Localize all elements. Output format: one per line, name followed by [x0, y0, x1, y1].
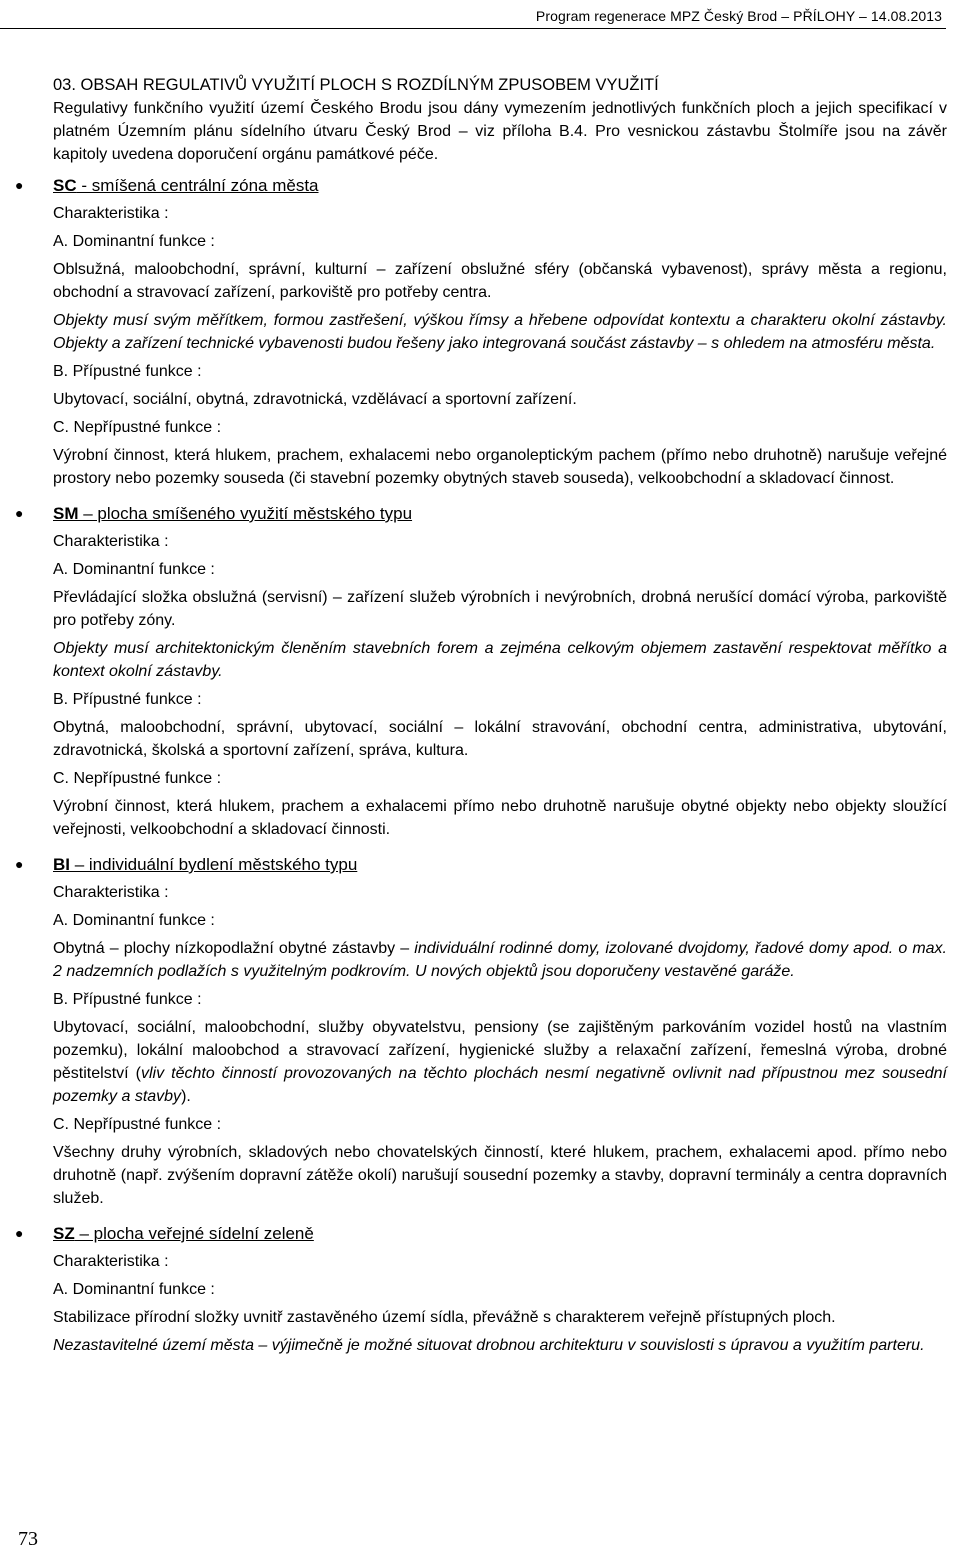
prohibited-label: C. Nepřípustné funkce :: [53, 1116, 222, 1133]
prohibited-label: C. Nepřípustné funkce :: [53, 419, 222, 436]
permitted-text: [53, 1016, 947, 1108]
dominant-note: Objekty musí architektonickým členěním stavebních forem a zejména celkovým objemem zastavění respektovat měřítko a kontext okolní zástavby.: [53, 640, 947, 680]
dominant-label: A. Dominantní funkce :: [53, 1281, 215, 1298]
page-number: 73: [18, 1528, 38, 1550]
dominant-text-italic: individuální rodinné domy, izolované dvojdomy, řadové domy apod. o max. 2 nadzemních podlažích s využitelným podkrovím. U nových objektů jsou doporučeny vestavěné garáže.: [53, 940, 947, 980]
section-title: [53, 853, 947, 876]
bullet-icon: ●: [15, 856, 24, 872]
bullet-icon: ●: [15, 1225, 24, 1241]
permitted-text-end: ).: [181, 1088, 191, 1105]
section-sm: [15, 502, 947, 841]
section-code: SZ: [53, 1224, 75, 1243]
section-code: SC: [53, 176, 77, 195]
section-name: - smíšená centrální zóna města: [76, 176, 319, 195]
dominant-text: Převládající složka obslužná (servisní) – zařízení služeb výrobních i nevýrobních, drobná nerušící domácí výroba, parkoviště pro potřeby zóny.: [53, 589, 947, 629]
permitted-label: B. Přípustné funkce :: [53, 991, 202, 1008]
section-name: – plocha veřejné sídelní zeleně: [74, 1224, 314, 1243]
characteristic-label: Charakteristika :: [53, 884, 169, 901]
characteristic-label: Charakteristika :: [53, 205, 169, 222]
bullet-icon: ●: [15, 177, 24, 193]
dominant-label: A. Dominantní funkce :: [53, 912, 215, 929]
section-code: BI: [53, 855, 70, 874]
intro-paragraph: Regulativy funkčního využití území Českého Brodu jsou dány vymezením jednotlivých funkčních ploch a jejich specifikací v platném Územním plánu sídelního útvaru Český Brod – viz příloha B.4. Pro vesnickou zástavbu Štolmíře jsou na závěr kapitoly uvedena doporučení orgánu památkové péče.: [53, 100, 947, 163]
section-sz: [15, 1222, 947, 1357]
bullet-icon: ●: [15, 505, 24, 521]
permitted-text: Ubytovací, sociální, obytná, zdravotnická, vzdělávací a sportovní zařízení.: [53, 391, 577, 408]
permitted-text-plain: Ubytovací, sociální, maloobchodní, služby obyvatelstvu, pensiony (se zajištěným parkováním vozidel hostů na vlastním pozemku), lokální maloobchod a stravovací zařízení, hygienické služby a relaxační zařízení, řemeslná výroba, drobné pěstitelství (: [53, 1019, 947, 1082]
permitted-text-italic: vliv těchto činností provozovaných na těchto plochách nesmí negativně ovlivnit nad přípustnou mez sousední pozemky a stavby: [53, 1065, 948, 1105]
permitted-label: B. Přípustné funkce :: [53, 363, 202, 380]
dominant-text: Oblsužná, maloobchodní, správní, kulturní – zařízení obslužné sféry (občanská vybavenost), správy města a regionu, obchodní a stravovací zařízení, parkoviště pro potřeby centra.: [53, 261, 947, 301]
section-code: SM: [53, 504, 79, 523]
characteristic-label: Charakteristika :: [53, 533, 169, 550]
dominant-note: Objekty musí svým měřítkem, formou zastřešení, výškou římsy a hřebene odpovídat kontextu a charakteru okolní zástavby. Objekty a zařízení technické vybavenosti budou řešeny jako integrovaná součást zástavby – s ohledem na atmosféru města.: [53, 312, 947, 352]
document-body: [15, 74, 948, 1357]
section-name: – individuální bydlení městského typu: [70, 855, 358, 874]
header-rule: [0, 28, 946, 29]
dominant-note: Nezastavitelné území města – výjimečně je možné situovat drobnou architekturu v souvislosti s úpravou a využitím parteru.: [53, 1337, 925, 1354]
permitted-label: B. Přípustné funkce :: [53, 691, 202, 708]
section-sc: [15, 174, 947, 490]
page-header: Program regenerace MPZ Český Brod – PŘÍLOHY – 14.08.2013: [535, 8, 942, 24]
dominant-label: A. Dominantní funkce :: [53, 561, 215, 578]
prohibited-text: Všechny druhy výrobních, skladových nebo chovatelských činností, které hlukem, prachem, exhalacemi apod. přímo nebo druhotně (např. zvýšením dopravní zátěže okolí) narušují sousední pozemky a stavby, dopravní terminály a centra dopravních služeb.: [53, 1144, 947, 1207]
section-name: – plocha smíšeného využití městského typu: [78, 504, 413, 523]
section-title: [53, 502, 947, 525]
prohibited-text: Výrobní činnost, která hlukem, prachem, exhalacemi nebo organoleptickým pachem (přímo nebo druhotně) narušuje veřejné prostory nebo pozemky souseda (či stavební pozemky obytných staveb souseda), velkoobchodní a skladovací činnost.: [53, 447, 947, 487]
prohibited-label: C. Nepřípustné funkce :: [53, 770, 222, 787]
characteristic-label: Charakteristika :: [53, 1253, 169, 1270]
section-title: [53, 1222, 947, 1245]
dominant-text: Stabilizace přírodní složky uvnitř zastavěného území sídla, převážně s charakterem veřejně přístupných ploch.: [53, 1309, 836, 1326]
chapter-heading: 03. OBSAH REGULATIVŮ VYUŽITÍ PLOCH S ROZDÍLNÝM ZPUSOBEM VYUŽITÍ: [53, 76, 659, 94]
permitted-text: Obytná, maloobchodní, správní, ubytovací, sociální – lokální stravování, obchodní centra, administrativa, ubytování, zdravotnická, školská a sportovní zařízení, správa, kultura.: [53, 719, 947, 759]
dominant-text-plain: Obytná – plochy nízkopodlažní obytné zástavby –: [53, 940, 415, 957]
prohibited-text: Výrobní činnost, která hlukem, prachem a exhalacemi přímo nebo druhotně narušuje obytné objekty nebo objekty sloužící veřejnosti, velkoobchodní a skladovací činnosti.: [53, 798, 947, 838]
section-title: [53, 174, 947, 197]
dominant-label: A. Dominantní funkce :: [53, 233, 215, 250]
section-bi: [15, 853, 948, 1210]
dominant-text: [53, 937, 947, 983]
